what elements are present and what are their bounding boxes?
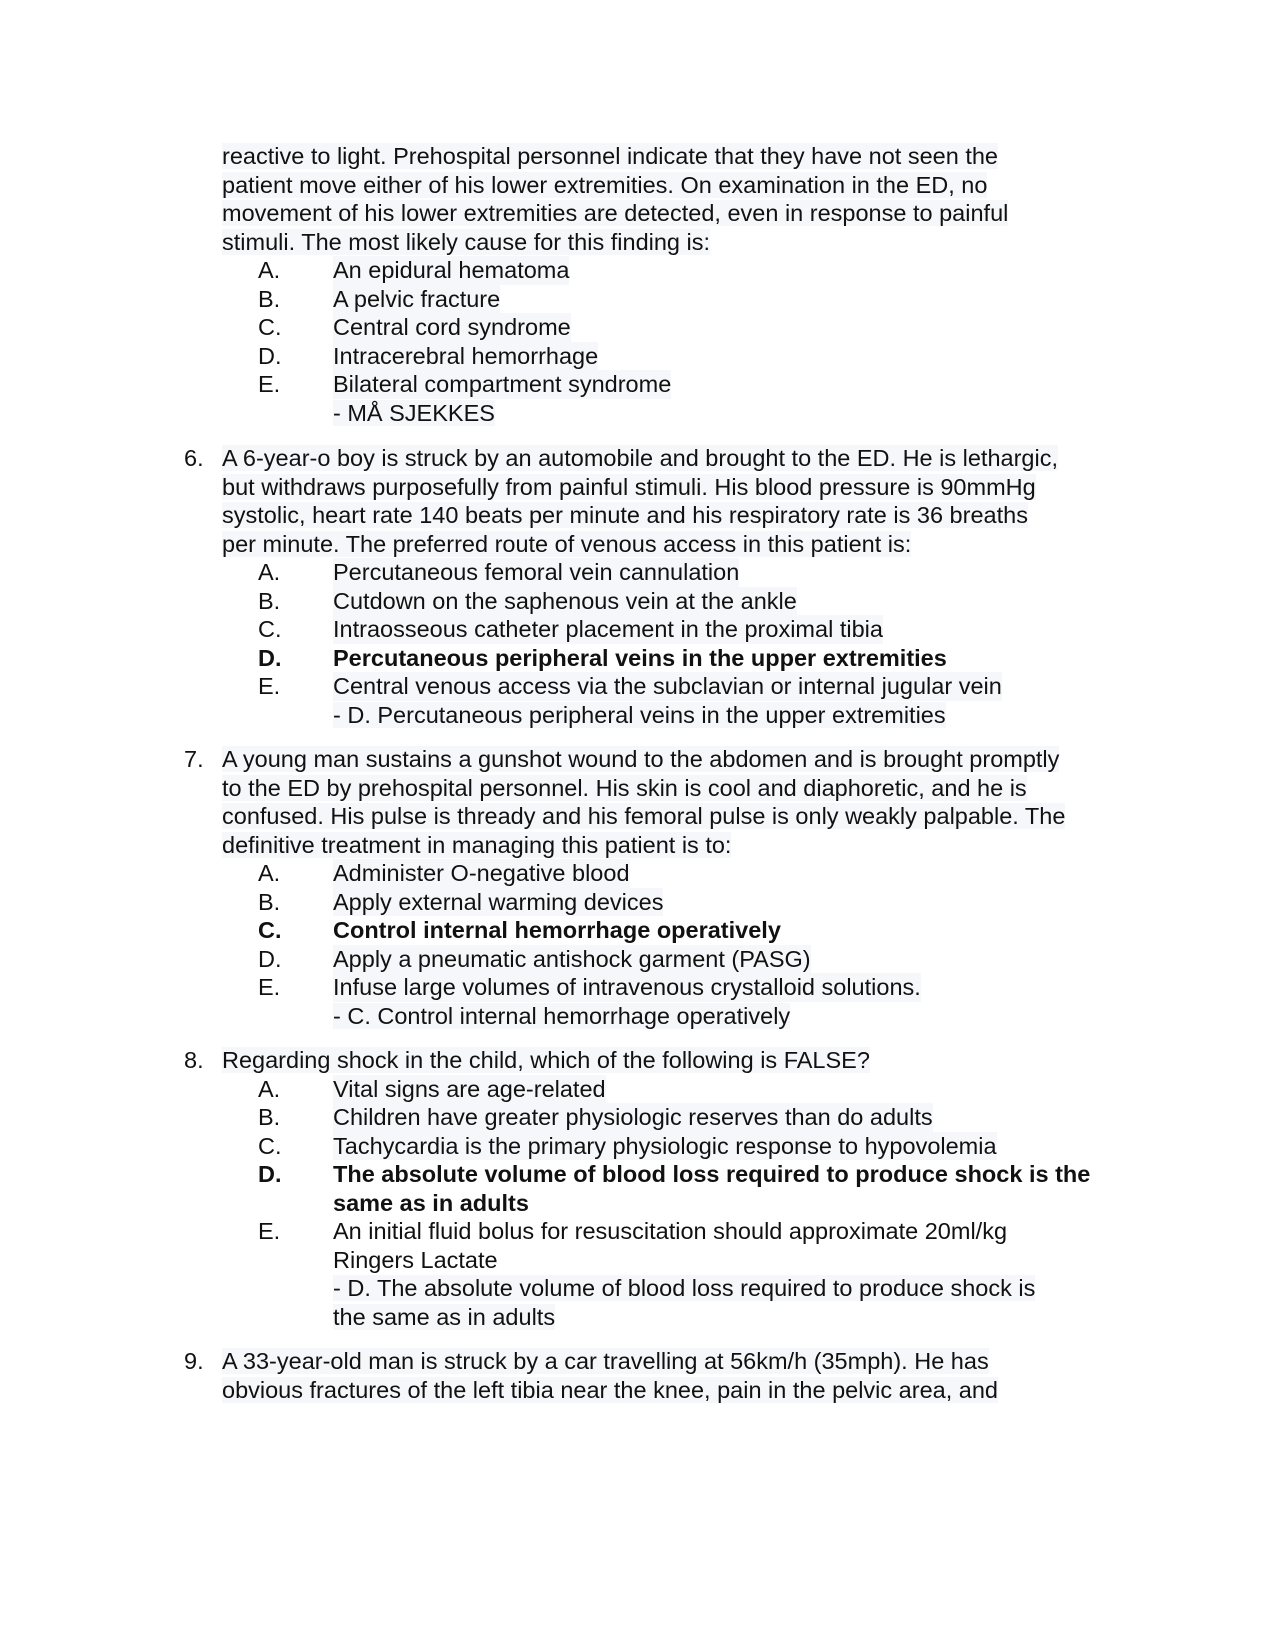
question-number: 6. [184, 445, 204, 471]
option-d-correct: D. The absolute volume of blood loss required to produce shock is the same as in adults [258, 1161, 1091, 1216]
option-e: E. Bilateral compartment syndrome [258, 371, 672, 397]
question-stem-line: Regarding shock in the child, which of the following is FALSE? [222, 1047, 870, 1073]
question-stem-line: confused. His pulse is thready and his femoral pulse is only weakly palpable. The [222, 803, 1066, 829]
question-stem-line: but withdraws purposefully from painful stimuli. His blood pressure is 90mmHg [222, 473, 1036, 500]
question-stem-line: definitive treatment in managing this patient is to: [222, 831, 732, 858]
question-7-body [222, 745, 1122, 1030]
question-stem-line: A young man sustains a gunshot wound to the abdomen and is brought promptly [222, 746, 1060, 772]
option-c-correct: C. Control internal hemorrhage operatively [258, 917, 781, 943]
option-e: E. Central venous access via the subclavian or internal jugular vein [258, 673, 1002, 699]
question-9-body [222, 1347, 1122, 1404]
question-stem-line: to the ED by prehospital personnel. His skin is cool and diaphoretic, and he is [222, 774, 1027, 801]
answer-note: - C. Control internal hemorrhage operatively [333, 1002, 791, 1029]
question-8-body [222, 1046, 1122, 1331]
question-stem-line: patient move either of his lower extremities. On examination in the ED, no [222, 171, 988, 198]
answer-note-line: - D. The absolute volume of blood loss required to produce shock is [333, 1275, 1036, 1301]
option-d-correct: D. Percutaneous peripheral veins in the upper extremities [258, 644, 947, 671]
option-d: D. Intracerebral hemorrhage [258, 342, 599, 369]
option-a: A. An epidural hematoma [258, 257, 570, 283]
question-number: 7. [184, 746, 204, 772]
option-c: C. Intraosseous catheter placement in the proximal tibia [258, 616, 883, 642]
option-e: E. An initial fluid bolus for resuscitation should approximate 20ml/kg Ringers Lactate [258, 1218, 1008, 1273]
option-c: C. Central cord syndrome [258, 314, 571, 340]
question-stem-line: A 6-year-o boy is struck by an automobile and brought to the ED. He is lethargic, [222, 445, 1058, 471]
question-6-body [222, 444, 1122, 729]
question-stem-line: obvious fractures of the left tibia near the knee, pain in the pelvic area, and [222, 1376, 998, 1403]
question-number: 9. [184, 1348, 204, 1374]
option-b: B. Apply external warming devices [258, 888, 664, 915]
option-a: A. Administer O-negative blood [258, 860, 630, 886]
question-stem-line: movement of his lower extremities are detected, even in response to painful [222, 200, 1009, 226]
option-b: B. A pelvic fracture [258, 285, 501, 312]
question-stem-line: A 33-year-old man is struck by a car travelling at 56km/h (35mph). He has [222, 1348, 989, 1374]
answer-note-line: the same as in adults [333, 1303, 556, 1330]
option-a: A. Vital signs are age-related [258, 1075, 606, 1102]
question-5-body [222, 142, 1122, 427]
option-d: D. Apply a pneumatic antishock garment (PASG) [258, 945, 811, 972]
question-number: 8. [184, 1047, 204, 1073]
option-b: B. Cutdown on the saphenous vein at the ankle [258, 587, 797, 614]
option-c: C. Tachycardia is the primary physiologic response to hypovolemia [258, 1132, 997, 1159]
question-stem-line: per minute. The preferred route of venous access in this patient is: [222, 530, 912, 557]
answer-note: - D. Percutaneous peripheral veins in the upper extremities [333, 701, 946, 728]
question-stem-line: reactive to light. Prehospital personnel indicate that they have not seen the [222, 143, 998, 169]
question-stem-line: stimuli. The most likely cause for this finding is: [222, 228, 711, 255]
option-b: B. Children have greater physiologic reserves than do adults [258, 1104, 933, 1130]
question-stem-line: systolic, heart rate 140 beats per minute and his respiratory rate is 36 breaths [222, 502, 1028, 528]
option-a: A. Percutaneous femoral vein cannulation [258, 559, 740, 585]
answer-note: - MÅ SJEKKES [333, 399, 495, 426]
option-e: E. Infuse large volumes of intravenous crystalloid solutions. [258, 974, 921, 1000]
